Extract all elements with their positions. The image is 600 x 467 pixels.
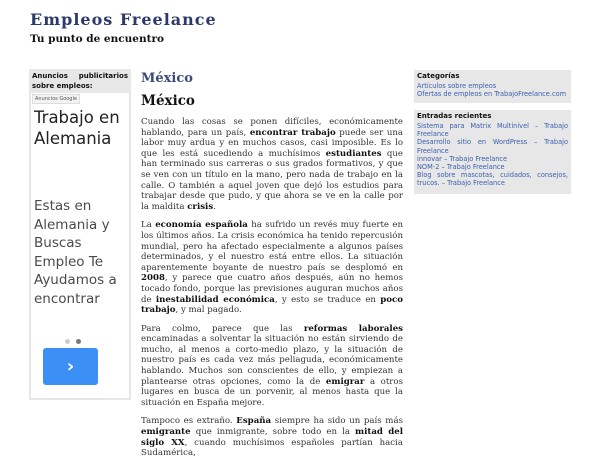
ad-pager[interactable] <box>65 329 87 348</box>
ad-provider-label[interactable]: Anuncios Google <box>32 94 80 104</box>
recent-posts-title: Entradas recientes <box>417 112 492 120</box>
paragraph: La economía española ha sufrido un revés muy fuerte en los últimos años. La crisis económica ha tenido repercusión mundial, pero ha afectado especialmente a algunos países determinados, y el nuestro está entre ellos. La situación aparentemente boyante de nuestro país se desplomó en 2008, y parece que cuatro años después, aún no hemos tocado fondo, porque las previsiones auguran muchos años de inestabilidad económica, y esto se traduce en poco trabajo, y mal pagado. <box>141 220 403 316</box>
categories-widget <box>414 70 571 103</box>
post-body <box>141 117 403 459</box>
site-tagline: Tu punto de encuentro <box>30 33 164 45</box>
recent-post-link[interactable]: Desarrollo sitio en WordPress – Trabajo Freelance <box>417 138 568 155</box>
ad-pager-dot-active[interactable] <box>76 339 81 344</box>
recent-post-link[interactable]: innovar – Trabajo Freelance <box>417 154 508 163</box>
category-link[interactable]: Ofertas de empleos en TrabajoFreelance.com <box>417 90 567 99</box>
recent-posts-widget <box>414 110 571 194</box>
paragraph: Tampoco es extraño. España siempre ha sido un país más emigrante que inmigrante, sobre todo en la mitad del siglo XX, cuando muchísimos españoles partían hacia Sudamérica, <box>141 416 403 459</box>
recent-post-link[interactable]: Sistema para Matrix Multinivel – Trabajo Freelance <box>417 122 568 139</box>
ad-next-button[interactable] <box>43 348 98 385</box>
site-title[interactable]: Empleos Freelance <box>30 10 217 29</box>
category-title: México <box>141 71 193 86</box>
ad-pager-dot[interactable] <box>65 339 70 344</box>
categories-title: Categorías <box>417 72 460 80</box>
ad-unit[interactable] <box>31 93 129 398</box>
ad-headline[interactable]: Trabajo en Alemania <box>34 108 120 148</box>
category-link[interactable]: Artículos sobre empleos <box>417 82 497 90</box>
chevron-right-icon: › <box>66 356 75 377</box>
paragraph: Para colmo, parece que las reformas laborales encaminadas a solventar la situación no están sirviendo de mucho, al menos a corto-medio plazo, y la situación de nuestro país es cada vez más peliaguda, económicamente hablando. Muchos son conscientes de ello, y empiezan a plantearse otras opciones, como la de emigrar a otros lugares en busca de un porvenir, al menos hasta que la situación en España mejore. <box>141 323 403 408</box>
recent-post-link[interactable]: NOM-2 – Trabajo Freelance <box>417 163 505 172</box>
ads-label: Anuncios publicitarios sobre empleos: <box>32 72 128 90</box>
ad-text[interactable]: Estas en Alemania y Buscas Empleo Te Ayudamos a encontrar <box>34 198 117 307</box>
main-content <box>141 71 403 467</box>
post-title[interactable]: México <box>141 93 195 109</box>
recent-post-link[interactable]: Blog sobre mascotas, cuidados, consejos, trucos. – Trabajo Freelance <box>417 171 568 188</box>
paragraph: Cuando las cosas se ponen difíciles, económicamente hablando, para un país, encontrar trabajo puede ser una labor muy ardua y en muchos casos, casi imposible. Es lo que les está sucediendo a muchísimos estudiantes que han terminado sus carreras o sus grados formativos, y que se ven con un título en la mano, pero nada de trabajo en la calle. O también a aquel joven que dejó los estudios para trabajar desde que pudo, y que ahora se ve en la calle por la maldita crisis. <box>141 117 404 212</box>
ads-sidebar <box>29 69 131 400</box>
